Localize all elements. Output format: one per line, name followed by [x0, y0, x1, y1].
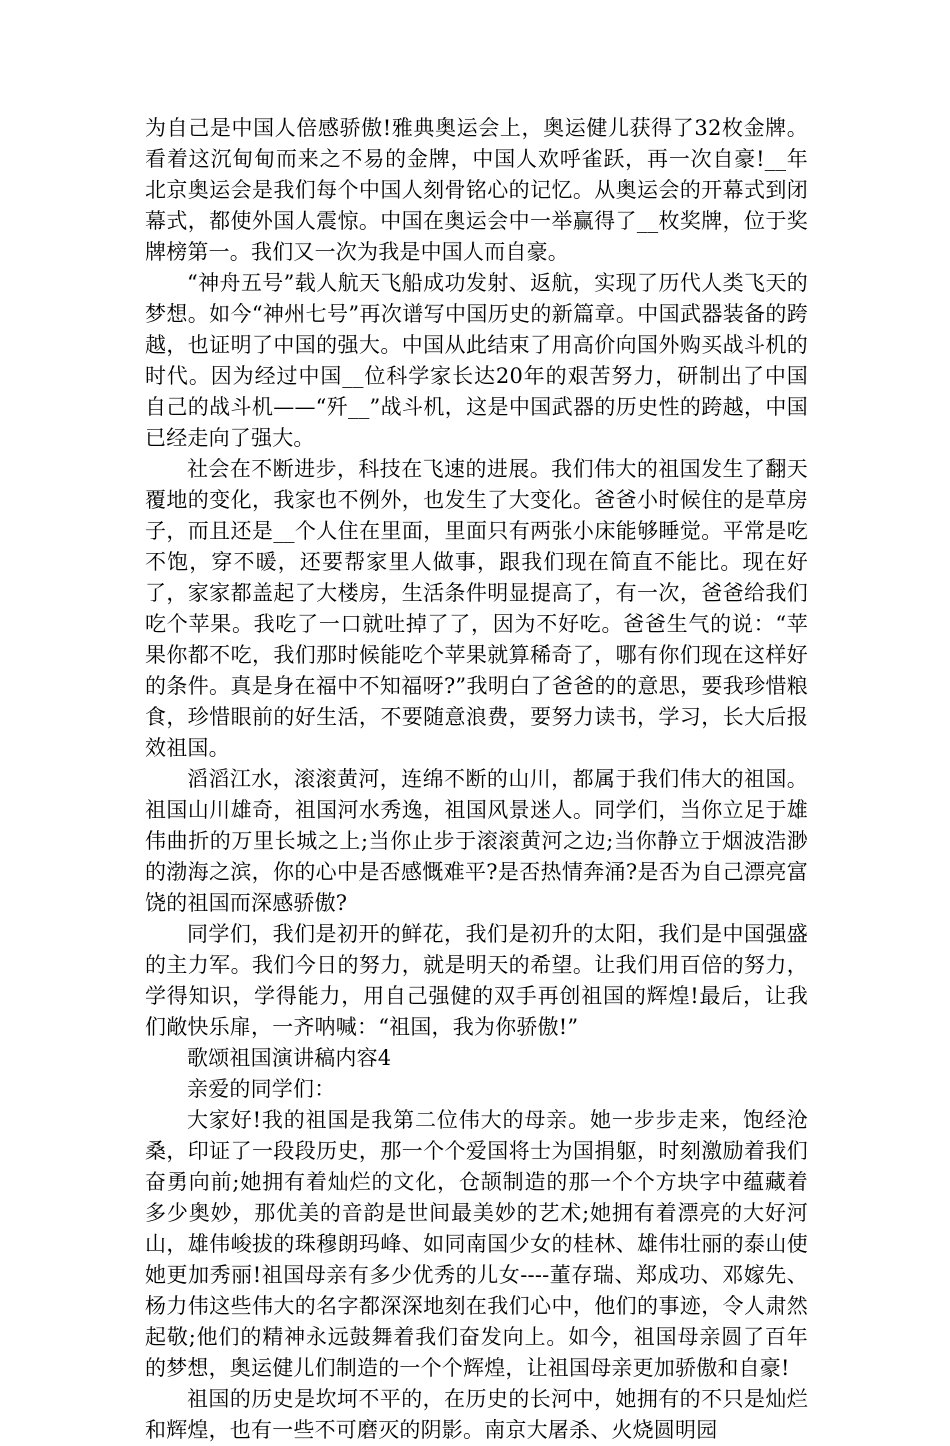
paragraph-spaceflight: “神舟五号”载人航天飞船成功发射、返航，实现了历代人类飞天的梦想。如今“神州七号”再次谱写中国历史的新篇章。中国武器装备的跨越，也证明了中国的强大。中国从此结束了用高价向国外购买战斗机的时代。因为经过中国__位科学家长达20年的艰苦努力，研制出了中国自己的战斗机——“歼__”战斗机，这是中国武器的历史性的跨越，中国已经走向了强大。 — [145, 271, 808, 450]
salutation: 亲爱的同学们： — [187, 1077, 336, 1101]
paragraph-landscape: 滔滔江水，滚滚黄河，连绵不断的山川，都属于我们伟大的祖国。祖国山川雄奇，祖国河水秀逸，祖国风景迷人。同学们，当你立足于雄伟曲折的万里长城之上;当你止步于滚滚黄河之边;当你静立于烟波浩渺的渤海之滨，你的心中是否感慨难平?是否热情奔涌?是否为自己漂亮富饶的祖国而深感骄傲? — [145, 767, 808, 915]
paragraph-mother-country: 大家好!我的祖国是我第二位伟大的母亲。她一步步走来，饱经沧桑，印证了一段段历史，那一个个爱国将士为国捐躯，时刻激励着我们奋勇向前;她拥有着灿烂的文化，仓颉制造的那一个个方块字中蕴藏着多少奥妙，那优美的音韵是世间最美妙的艺术;她拥有着漂亮的大好河山，雄伟峻拔的珠穆朗玛峰、如同南国少女的桂林、雄伟壮丽的泰山使她更加秀丽!祖国母亲有多少优秀的儿女----董存瑞、郑成功、邓嫁先、杨力伟这些伟大的名字都深深地刻在我们心中，他们的事迹，令人肃然起敬;他们的精神永远鼓舞着我们奋发向上。如今，祖国母亲圆了百年的梦想，奥运健儿们制造的一个个辉煌，让祖国母亲更加骄傲和自豪! — [145, 1108, 808, 1380]
document-page — [145, 113, 808, 1446]
paragraph-family-change: 社会在不断进步，科技在飞速的进展。我们伟大的祖国发生了翻天覆地的变化，我家也不例外，也发生了大变化。爸爸小时候住的是草房子，而且还是__个人住在里面，里面只有两张小床能够睡觉。平常是吃不饱，穿不暖，还要帮家里人做事，跟我们现在简直不能比。现在好了，家家都盖起了大楼房，生活条件明显提高了，有一次，爸爸给我们吃个苹果。我吃了一口就吐掉了了，因为不好吃。爸爸生气的说：“苹果你都不吃，我们那时候能吃个苹果就算稀奇了，哪有你们现在这样好的条件。真是身在福中不知福呀?”我明白了爸爸的的意思，要我珍惜粮食，珍惜眼前的好生活，不要随意浪费，要努力读书，学习，长大后报效祖国。 — [145, 457, 808, 760]
paragraph-olympics: 为自己是中国人倍感骄傲!雅典奥运会上，奥运健儿获得了32枚金牌。看着这沉甸甸而来之不易的金牌，中国人欢呼雀跃，再一次自豪!__年北京奥运会是我们每个中国人刻骨铭心的记忆。从奥运会的开幕式到闭幕式，都使外国人震惊。中国在奥运会中一举赢得了__枚奖牌，位于奖牌榜第一。我们又一次为我是中国人而自豪。 — [145, 116, 808, 264]
paragraph-history: 祖国的历史是坎坷不平的，在历史的长河中，她拥有的不只是灿烂和辉煌，也有一些不可磨灭的阴影。南京大屠杀、火烧圆明园 — [145, 1387, 808, 1442]
section-heading: 歌颂祖国演讲稿内容4 — [187, 1046, 392, 1070]
paragraph-call-to-action: 同学们，我们是初开的鲜花，我们是初升的太阳，我们是中国强盛的主力军。我们今日的努力，就是明天的希望。让我们用百倍的努力，学得知识，学得能力，用自己强健的双手再创祖国的辉煌!最后，让我们敞快乐扉，一齐呐喊：“祖国，我为你骄傲!” — [145, 922, 808, 1039]
